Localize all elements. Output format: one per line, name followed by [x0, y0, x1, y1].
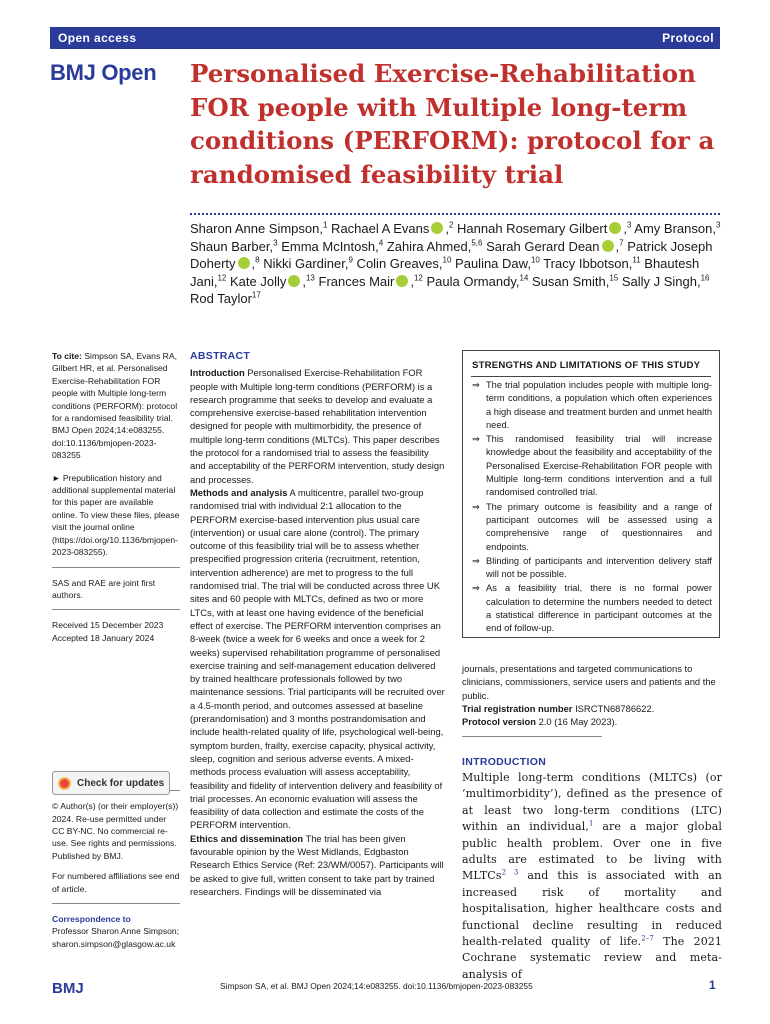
divider	[52, 609, 180, 610]
author-affiliation: 12	[217, 273, 227, 283]
cite-block	[52, 350, 180, 462]
orcid-icon[interactable]	[602, 240, 614, 252]
author-affiliation: 15	[609, 273, 619, 283]
intro-text: and this is associated with an increased risk of mortality and hospitalisation, higher healthcare costs and functional decline resulting in reduced health-related quality of life.	[462, 869, 722, 949]
strength-item	[472, 555, 712, 582]
sidebar	[52, 350, 180, 950]
intro-label: Introduction	[190, 367, 245, 379]
author-name: Shaun Barber,	[190, 238, 274, 254]
divider	[52, 567, 180, 568]
author-name: Nikki Gardiner,	[259, 256, 349, 271]
author-affiliation: 3	[715, 220, 721, 230]
open-access-label: Open access	[58, 31, 137, 45]
author-affiliation: 14	[519, 273, 529, 283]
author-affiliation: 4	[378, 238, 384, 248]
orcid-icon[interactable]	[609, 222, 621, 234]
author-affiliation: 5,6	[471, 238, 483, 248]
strength-text: This randomised feasibility trial will increase knowledge about the feasibility and acceptability of the Personalised Exercise-Rehabilitation FOR people with Multiple long-term conditions intervention and a full randomised controlled trial.	[486, 434, 712, 498]
orcid-icon[interactable]	[431, 222, 443, 234]
author-affiliation: 2	[448, 220, 454, 230]
page-number: 1	[709, 978, 716, 992]
version-value: 2.0 (16 May 2023).	[538, 716, 618, 728]
author-name: Sally J Singh,	[618, 273, 701, 289]
divider	[52, 903, 180, 904]
reg-label: Trial registration number	[462, 702, 573, 714]
author-name: Susan Smith,	[528, 273, 610, 289]
correspondence-label: Correspondence to	[52, 913, 131, 924]
orcid-icon[interactable]	[396, 275, 408, 287]
citation-ref[interactable]: 1	[588, 819, 594, 828]
ethics-text: The trial has been given favourable opinion by the West Midlands, Edgbaston Research Ethics Service (Ref: 23/WM/0057). Participants will be asked to give full, written consent to take part by trained researchers. Findings will be disseminated via	[190, 832, 444, 897]
author-affiliation: 3	[273, 238, 278, 248]
introduction-heading: INTRODUCTION	[462, 756, 547, 768]
citation-ref[interactable]: 2 3	[501, 868, 519, 877]
protocol-version	[462, 715, 722, 728]
author-affiliation: 16	[700, 273, 710, 283]
intro-text: Multiple long-term conditions (MLTCs) (or ‘multimorbidity’), defined as the presence of at least two long-term conditions (LTC) within an individual,	[462, 771, 722, 834]
author-name: Paula Ormandy,	[422, 273, 520, 289]
author-name: Patrick Joseph Doherty	[190, 238, 713, 271]
footer-bmj-logo: BMJ	[52, 980, 84, 997]
abstract-methods	[190, 486, 446, 832]
author-name: Rachael A Evans	[327, 221, 430, 236]
trial-registration	[462, 702, 722, 715]
author-name: Tracy Ibbotson,	[539, 256, 633, 271]
strength-text: As a feasibility trial, there is no formal power calculation to determine the numbers needed to detect a statistical difference in participant outcomes at the end of follow-up.	[486, 583, 712, 634]
strength-item	[472, 501, 712, 554]
top-banner	[50, 27, 720, 49]
author-name: Bhautesh Jani,	[190, 256, 700, 289]
prepub-note[interactable]: ► Prepublication history and additional supplemental material for this paper are available online. To view these files, please visit the journal online (https://doi.org/10.1136/bmjopen-2023-083255).	[52, 472, 180, 558]
arrow-icon: ⇒	[472, 501, 480, 512]
abstract-continuation	[462, 662, 722, 737]
methods-text: A multicentre, parallel two-group randomised trial with individual 2:1 allocation to the PERFORM exercise-based intervention plus usual care (intervention) or usual care alone (control). The primary outcome of this feasibility trial will be to assess whether prespecified progression criteria (recruitment, retention, intervention adherence) are met to progress to the full randomised trial. The trial will be conducted across three UK sites and 60 people with MLTCs, defined as two or more LTCs, with at least one having evidence of the beneficial effect of exercise. The PERFORM intervention comprises an 8-week (twice a week for 6 weeks and once a week for 2 weeks) supervised rehabilitation programme of personalised exercise training and self-management education delivered by trained healthcare professionals followed by two maintenance sessions. Trial participants will be recruited over a 4.5-month period, and outcomes assessed at baseline (prerandomisation) and 3 months postrandomisation and include health-related quality of life, psychological well-being, symptom burden, frailty, exercise capacity, physical activity, sleep, cognition and serious adverse events. A mixed-methods process evaluation will assess acceptability, feasibility and fidelity of intervention delivery and feasibility of trial processes. An economic evaluation will assess the feasibility of data collection and estimate the costs of the PERFORM intervention.	[190, 486, 445, 831]
strength-text: The trial population includes people with multiple long-term conditions, a population which often experiences a high disease and treatment burden and unmet health need.	[486, 380, 712, 430]
divider	[462, 736, 602, 737]
author-name: Rod Taylor	[190, 291, 252, 306]
intro-text: Personalised Exercise-Rehabilitation FOR people with Multiple long-term conditions (PERFORM) is a research programme that seeks to develop and evaluate a comprehensive exercise-based rehabilitation intervention designed for people with multimorbidity, the presence of multiple long-term conditions (MLTCs). This paper describes the protocol for a randomised trial to assess the feasibility and acceptability of the PERFORM intervention, study design and processes.	[190, 367, 445, 485]
strengths-heading: STRENGTHS AND LIMITATIONS OF THIS STUDY	[472, 360, 701, 371]
strength-text: Blinding of participants and intervention delivery staff will not be possible.	[486, 555, 712, 580]
arrow-icon: ⇒	[472, 583, 480, 594]
author-name: Sharon Anne Simpson,	[190, 221, 323, 236]
correspondence-email[interactable]: sharon.simpson@glasgow.ac.uk	[52, 938, 176, 949]
article-type-label: Protocol	[662, 31, 714, 45]
reg-value: ISRCTN68786622.	[575, 702, 655, 714]
author-affiliation: 13	[305, 273, 315, 283]
ethics-label: Ethics and dissemination	[190, 832, 304, 844]
author-affiliation: 7	[619, 238, 624, 248]
intro-text: The 2021 Cochrane systematic review and meta-analysis of	[462, 935, 722, 981]
author-affiliation: 8	[255, 255, 260, 265]
strengths-limitations-box	[462, 350, 720, 638]
arrow-icon: ⇒	[472, 555, 480, 566]
author-name: Emma McIntosh,	[277, 238, 379, 254]
correspondence-name: Professor Sharon Anne Simpson;	[52, 926, 180, 937]
strength-item	[472, 582, 712, 635]
cite-text: Simpson SA, Evans RA, Gilbert HR, et al. Personalised Exercise-Rehabilitation FOR people with Multiple long-term conditions (PERFORM): protocol for a randomised feasibility trial. BMJ Open 2024;14:e083255. doi:10.1136/bmjopen-2023-083255	[52, 351, 178, 461]
check-for-updates-button[interactable]	[52, 771, 170, 795]
methods-label: Methods and analysis	[190, 486, 288, 498]
author-list: Sharon Anne Simpson,$^1$ Rachael A Evans ,$^2$ Hannah Rosemary Gilbert ,$^3$ Amy Branson,$^3$ Shaun Barber,$^3$ Emma McIntosh,$^4$ Zahira Ahmed,$^{5,6}$ Sarah Gerard Dean ,$^7$ Patrick Joseph Doherty ,$^8$ Nikki Gardiner,$^9$ Colin Greaves,$^{10}$ Paulina Daw,$^{10}$ Tracy Ibbotson,$^{11}$ Bhautesh Jani,$^{12}$ Kate Jolly ,$^{13}$ Frances Mair ,$^{12}$ Paula Ormandy,$^{14}$ Susan Smith,$^{15}$ Sally J Singh,$^{16}$ Rod Taylor$^{17}$	[190, 220, 721, 306]
author-name: Amy Branson,	[631, 221, 716, 236]
abstract-introduction	[190, 366, 446, 486]
footer-citation: Simpson SA, et al. BMJ Open 2024;14:e083255. doi:10.1136/bmjopen-2023-083255	[220, 981, 533, 991]
introduction-paragraph	[462, 770, 722, 983]
author-name: Frances Mair	[314, 273, 395, 289]
abstract-ethics	[190, 832, 446, 898]
author-affiliation: 12	[413, 273, 423, 283]
strength-item	[472, 433, 712, 499]
accepted-date: Accepted 18 January 2024	[52, 632, 155, 643]
author-name: Zahira Ahmed,	[383, 238, 472, 254]
dissemination-continued: journals, presentations and targeted communications to clinicians, commissioners, service users and patients and the public.	[462, 663, 716, 701]
joint-authors-note: SAS and RAE are joint first authors.	[52, 577, 156, 600]
citation-ref[interactable]: 2–7	[641, 934, 654, 943]
abstract	[190, 350, 446, 898]
orcid-icon[interactable]	[238, 257, 250, 269]
author-name: Paulina Daw,	[451, 256, 531, 271]
arrow-icon: ⇒	[472, 434, 480, 445]
author-affiliation: 11	[632, 255, 641, 265]
author-affiliation: 17	[251, 290, 261, 300]
box-divider	[471, 376, 711, 377]
version-label: Protocol version	[462, 716, 536, 728]
arrow-icon: ⇒	[472, 380, 480, 390]
strength-text: The primary outcome is feasibility and a range of participant outcomes will be assessed using a comprehensive range of questionnaires and endpoints.	[486, 501, 712, 552]
intro-text: are a major global public health problem. Over one in five adults are estimated to be living with MLTCs	[462, 820, 723, 883]
title-divider	[190, 213, 720, 215]
check-for-updates-label: Check for updates	[77, 778, 165, 789]
strength-item	[472, 379, 712, 432]
author-name: Hannah Rosemary Gilbert	[453, 221, 608, 236]
author-affiliation: 1	[322, 220, 328, 230]
received-date: Received 15 December 2023	[52, 620, 164, 631]
author-affiliation: 3	[626, 220, 632, 230]
author-affiliation: 10	[442, 255, 452, 265]
author-name: Sarah Gerard Dean	[482, 238, 600, 254]
author-name: Colin Greaves,	[352, 256, 443, 271]
author-name: Kate Jolly	[226, 273, 287, 289]
abstract-heading: ABSTRACT	[190, 350, 251, 362]
copyright-note: © Author(s) (or their employer(s)) 2024. Re-use permitted under CC BY-NC. No commercial re-use. See rights and permissions. Published by BMJ.	[52, 801, 179, 861]
affiliations-note: For numbered affiliations see end of article.	[52, 871, 180, 894]
cite-label: To cite:	[52, 351, 82, 361]
author-affiliation: 9	[348, 255, 353, 265]
article-title: Personalised Exercise-Rehabilitation FOR people with Multiple long-term conditions (PERFORM): protocol for a randomised feasibility trial	[190, 59, 715, 189]
author-affiliation: 10	[530, 255, 540, 265]
journal-logo: BMJ Open	[50, 60, 157, 85]
crossmark-icon	[58, 777, 71, 790]
orcid-icon[interactable]	[288, 275, 300, 287]
